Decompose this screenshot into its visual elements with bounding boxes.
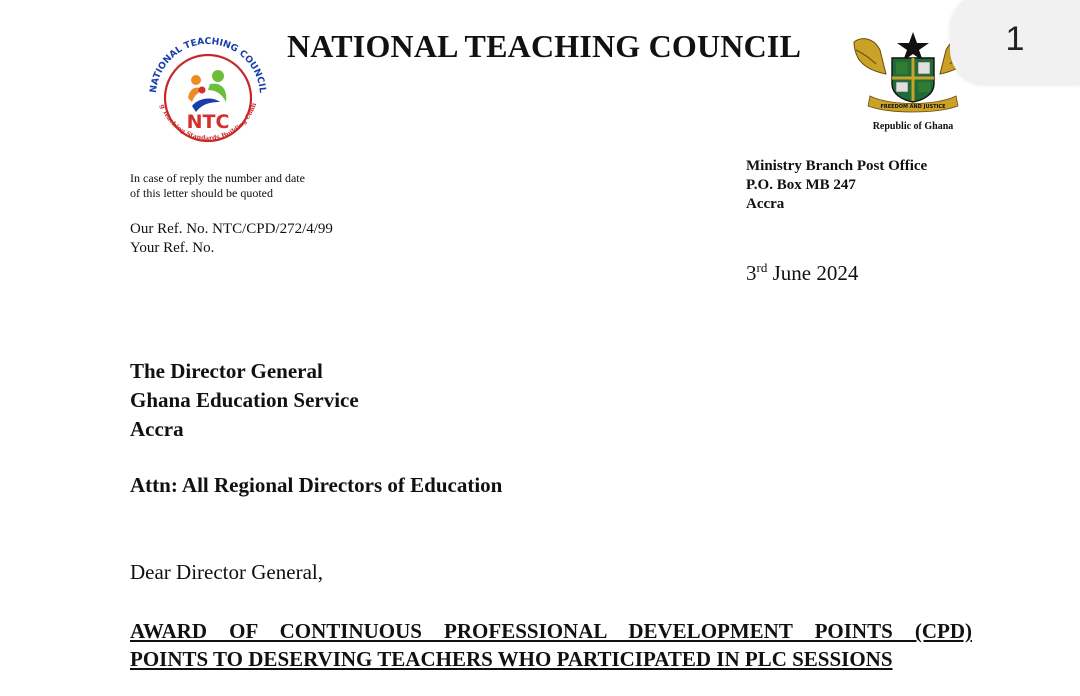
date-suffix: rd <box>756 260 768 275</box>
date-rest: June 2024 <box>767 261 859 285</box>
attention-line: Attn: All Regional Directors of Education <box>130 473 503 497</box>
reply-note-line-1: In case of reply the number and date <box>130 171 305 185</box>
reply-note-line-2: of this letter should be quoted <box>130 186 273 200</box>
recipient-line-2: Ghana Education Service <box>130 388 359 412</box>
page-number: 1 <box>1005 20 1025 58</box>
sender-address-line-1: Ministry Branch Post Office <box>746 158 928 174</box>
letter-date <box>746 260 858 286</box>
ntc-logo <box>138 24 278 158</box>
sender-address-line-2: P.O. Box MB 247 <box>746 177 856 193</box>
logo-arc-bottom-text: g Teaching Standards,Building Confidence <box>158 102 259 143</box>
council-title: NATIONAL TEACHING COUNCIL <box>287 28 802 64</box>
logo-arc-top-text: NATIONAL TEACHING COUNCIL <box>148 35 268 94</box>
salutation: Dear Director General, <box>130 560 323 584</box>
recipient-line-3: Accra <box>130 417 184 441</box>
date-day: 3 <box>746 261 757 285</box>
sender-address-line-3: Accra <box>746 196 785 212</box>
republic-of-ghana-label: Republic of Ghana <box>872 121 954 132</box>
coat-of-arms-motto: FREEDOM AND JUSTICE <box>880 104 946 110</box>
subject-line-1: AWARD OF CONTINUOUS PROFESSIONAL DEVELOPMENT POINTS (CPD) <box>130 619 972 643</box>
logo-initials: NTC <box>186 111 230 133</box>
subject-line-2: POINTS TO DESERVING TEACHERS WHO PARTICIPATED IN PLC SESSIONS <box>130 647 893 671</box>
logo-figures-icon <box>188 70 226 112</box>
your-reference: Your Ref. No. <box>130 240 215 256</box>
recipient-line-1: The Director General <box>130 359 323 383</box>
our-reference: Our Ref. No. NTC/CPD/272/4/99 <box>130 221 333 237</box>
